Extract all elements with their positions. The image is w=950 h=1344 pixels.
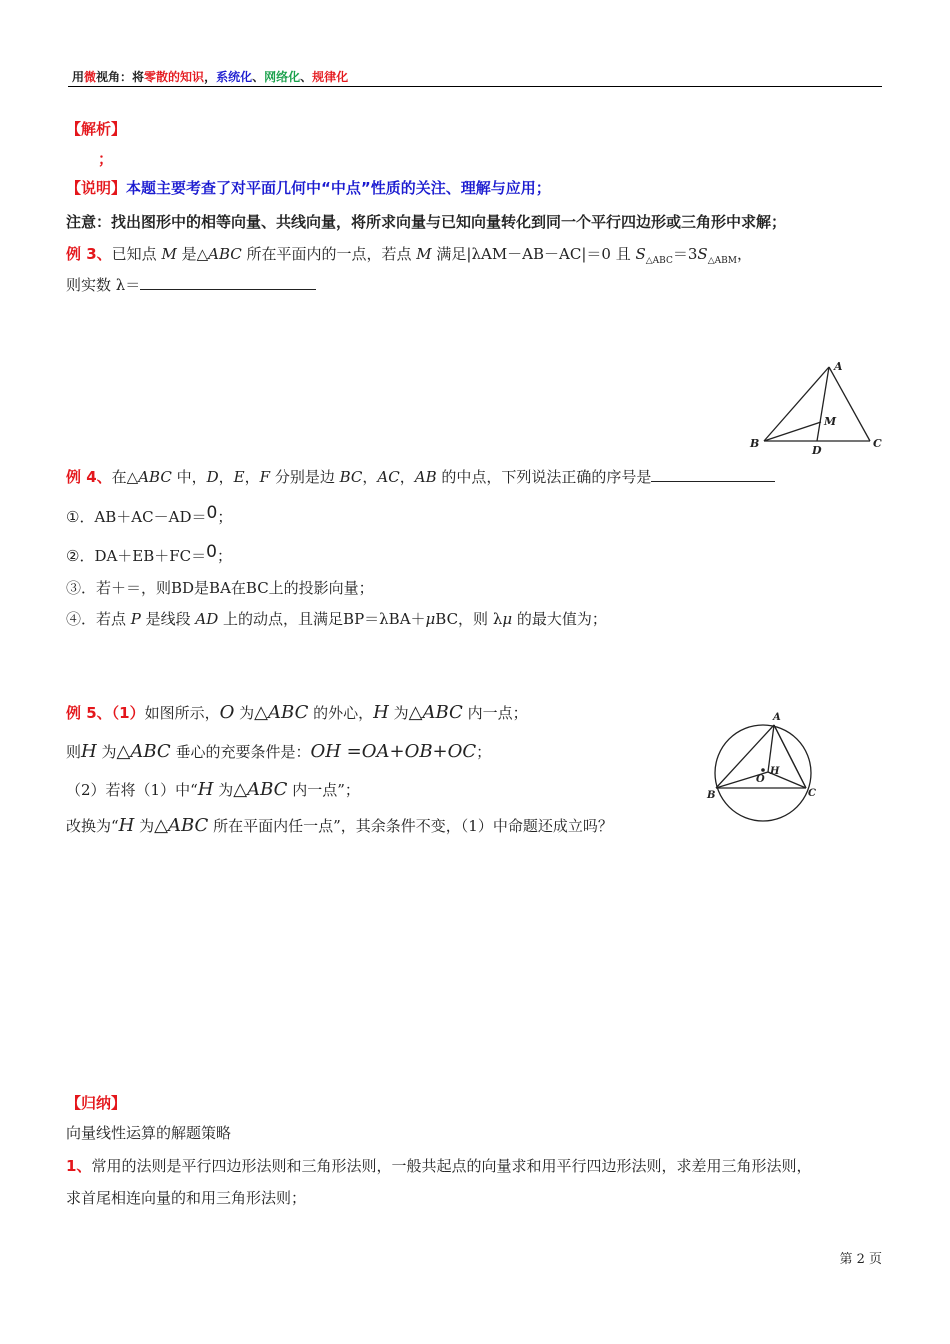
summary-item1-line1 bbox=[66, 1155, 811, 1176]
ex5-var: △ABC bbox=[116, 741, 171, 762]
ex5-text: 为 bbox=[213, 781, 234, 799]
ex3-line1 bbox=[66, 243, 752, 266]
ex5-var: △ABC bbox=[233, 779, 288, 800]
summary-item1-line2: 求首尾相连向量的和用三角形法则； bbox=[66, 1189, 307, 1207]
label-c: C bbox=[808, 788, 816, 799]
attention-line: 注意：找出图形中的相等向量、共线向量，将所求向量与已知向量转化到同一个平行四边形或三角形中求解； bbox=[66, 213, 787, 231]
ex3-text: ＝3 bbox=[672, 245, 698, 263]
header-part: 用 bbox=[72, 70, 85, 84]
ex5-line1 bbox=[66, 702, 528, 723]
label-h: H bbox=[770, 766, 780, 777]
ex3-answer-prompt: 则实数 λ＝ bbox=[66, 276, 141, 294]
ex4-text: 在△ bbox=[111, 468, 139, 486]
ex5-text: 为 bbox=[388, 704, 409, 722]
summary-num: 1、 bbox=[66, 1157, 92, 1175]
figure-circumcircle bbox=[702, 708, 824, 823]
ex5-text: 为 bbox=[96, 743, 117, 761]
ex4-item3: ③．若＋＝，则BD是BA在BC上的投影向量； bbox=[66, 579, 374, 597]
ex5-text: 如图所示， bbox=[144, 704, 220, 722]
ex4-var: E bbox=[233, 468, 245, 486]
summary-label-text: 【归纳】 bbox=[66, 1094, 127, 1112]
ex5-var: H bbox=[118, 815, 135, 836]
ex4-item4-text: 是线段 bbox=[140, 610, 196, 628]
ex4-var: ABC bbox=[138, 468, 172, 486]
ex5-text: 内一点； bbox=[462, 704, 528, 722]
ex4-text: ， bbox=[399, 468, 415, 486]
ex3-var: M bbox=[416, 245, 432, 263]
ex5-text: 改换为“ bbox=[66, 817, 119, 835]
ex3-text: 已知点 bbox=[111, 245, 162, 263]
ex3-label: 例 3、 bbox=[66, 245, 112, 263]
ex5-label: 例 5、（1） bbox=[66, 704, 145, 722]
header-part: ， bbox=[204, 70, 217, 84]
header-slogan bbox=[72, 68, 348, 85]
ex5-line3 bbox=[66, 779, 360, 800]
ex4-text: 分别是边 bbox=[270, 468, 340, 486]
ex5-text: 为 bbox=[134, 817, 155, 835]
ex4-item4-text: BC，则 λ bbox=[435, 610, 503, 628]
center-dot bbox=[761, 768, 765, 772]
ex5-text: 所在平面内任一点”，其余条件不变，（1）中命题还成立吗？ bbox=[208, 817, 613, 835]
zero-vector: 0 bbox=[206, 542, 217, 562]
ex4-item2-text: ②．DA＋EB＋FC＝ bbox=[66, 547, 207, 565]
label-o: O bbox=[756, 774, 765, 785]
ex5-var: △ABC bbox=[408, 702, 463, 723]
page-number: 第 2 页 bbox=[839, 1252, 882, 1267]
ex5-formula: OH =OA+OB+OC bbox=[310, 741, 477, 762]
ex5-text: 的外心， bbox=[308, 704, 374, 722]
ex3-text: 所在平面内的一点，若点 bbox=[241, 245, 417, 263]
ex4-text: ， bbox=[244, 468, 260, 486]
ex4-item4-text: 上的动点，且满足BP＝λBA＋ bbox=[218, 610, 426, 628]
header-part: 网络化 bbox=[264, 70, 301, 84]
note-line bbox=[66, 177, 551, 198]
ex5-text: 则 bbox=[66, 743, 82, 761]
ex3-var: S bbox=[635, 245, 646, 263]
ex3-answer-blank[interactable] bbox=[140, 275, 316, 290]
ex5-text: 垂心的充要条件是： bbox=[170, 743, 311, 761]
ex4-text: 中， bbox=[171, 468, 207, 486]
ex3-text: 是△ bbox=[176, 245, 209, 263]
ex4-item1-end: ； bbox=[217, 508, 233, 526]
ex4-answer-blank[interactable] bbox=[651, 467, 775, 482]
header-part: 、 bbox=[300, 70, 313, 84]
ex5-var: H bbox=[197, 779, 214, 800]
label-b: B bbox=[707, 790, 716, 801]
header-part: 规律化 bbox=[312, 70, 349, 84]
label-d: D bbox=[812, 444, 822, 457]
header-rule bbox=[68, 86, 882, 87]
segment-ah bbox=[768, 725, 774, 772]
header-part: 微 bbox=[84, 70, 97, 84]
figure-triangle bbox=[740, 355, 890, 460]
ex4-label: 例 4、 bbox=[66, 468, 112, 486]
note-label: 【说明】 bbox=[66, 179, 127, 197]
ex4-var: AD bbox=[195, 610, 219, 628]
analysis-label: 【解析】 bbox=[66, 120, 127, 138]
ex4-var: D bbox=[206, 468, 219, 486]
ex3-text: 满足|λAM－AB－AC|＝0 且 bbox=[431, 245, 636, 263]
ex4-item1 bbox=[66, 503, 233, 527]
ex4-line bbox=[66, 466, 775, 487]
ex4-text: ， bbox=[362, 468, 378, 486]
ex5-text: 为 bbox=[234, 704, 255, 722]
ex5-line2 bbox=[66, 741, 491, 762]
ex5-var: O bbox=[219, 702, 235, 723]
label-m: M bbox=[824, 415, 837, 428]
summary-label bbox=[66, 1092, 126, 1113]
header-part: 视角：将 bbox=[96, 70, 145, 84]
ex5-var: △ABC bbox=[254, 702, 309, 723]
ex3-var: S bbox=[697, 245, 708, 263]
ex4-item2-end: ； bbox=[217, 547, 233, 565]
ex5-text: ； bbox=[476, 743, 492, 761]
ex5-text: （2）若将（1）中“ bbox=[66, 781, 198, 799]
header-part: 、 bbox=[252, 70, 265, 84]
ex3-var: M bbox=[161, 245, 177, 263]
summary-text: 常用的法则是平行四边形法则和三角形法则，一般共起点的向量求和用平行四边形法则，求差用三角形法则， bbox=[91, 1157, 812, 1175]
ex4-item4 bbox=[66, 608, 607, 629]
analysis-semicolon: ； bbox=[98, 150, 114, 168]
ex5-line4 bbox=[66, 815, 613, 836]
ex4-item4-text: 的最大值为； bbox=[512, 610, 607, 628]
zero-vector: 0 bbox=[206, 503, 218, 523]
ex4-item2 bbox=[66, 542, 233, 566]
label-a: A bbox=[834, 360, 843, 373]
ex5-text: 内一点”； bbox=[287, 781, 360, 799]
label-a: A bbox=[773, 712, 781, 723]
segment-ac-inner bbox=[774, 725, 806, 788]
ex3-line2 bbox=[66, 274, 316, 295]
ex4-var: μ bbox=[502, 610, 513, 628]
header-part: 零散的知识 bbox=[144, 70, 205, 84]
ex4-var: BC bbox=[339, 468, 363, 486]
ex3-sub: △ABC bbox=[645, 256, 673, 266]
ex4-var: μ bbox=[425, 610, 436, 628]
ex3-text: ， bbox=[736, 245, 752, 263]
ex3-var: ABC bbox=[208, 245, 242, 263]
ex4-text: ， bbox=[218, 468, 234, 486]
note-text: 本题主要考查了对平面几何中“中点”性质的关注、理解与应用； bbox=[126, 179, 551, 197]
edge-ac bbox=[829, 367, 870, 441]
ex3-sub: △ABM bbox=[707, 256, 737, 266]
ex4-var: AB bbox=[414, 468, 437, 486]
ex5-var: △ABC bbox=[154, 815, 209, 836]
label-b: B bbox=[750, 437, 760, 450]
summary-title: 向量线性运算的解题策略 bbox=[66, 1124, 232, 1142]
ex4-text: 的中点，下列说法正确的序号是 bbox=[436, 468, 652, 486]
ex4-var: F bbox=[259, 468, 271, 486]
ex4-var: P bbox=[130, 610, 141, 628]
label-c: C bbox=[873, 437, 882, 450]
ex4-var: AC bbox=[377, 468, 400, 486]
ex4-item4-text: ④．若点 bbox=[66, 610, 131, 628]
header-part: 系统化 bbox=[216, 70, 253, 84]
ex4-item1-text: ①．AB＋AC－AD＝ bbox=[66, 508, 207, 526]
ex5-var: H bbox=[373, 702, 389, 723]
ex5-var: H bbox=[81, 741, 97, 762]
